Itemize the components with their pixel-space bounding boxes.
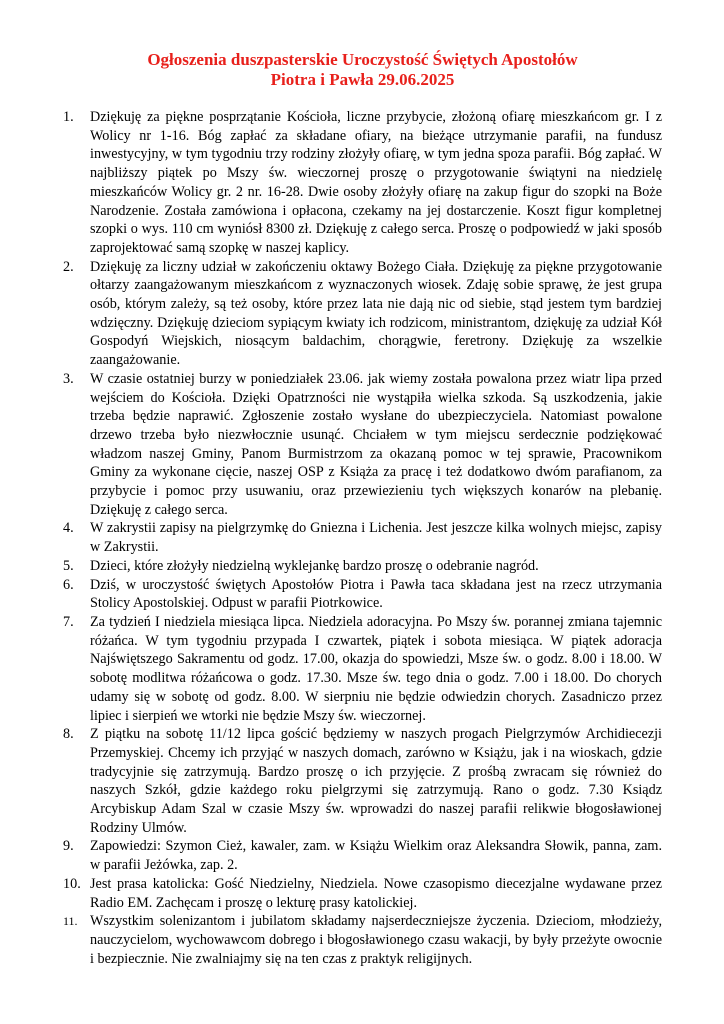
item-number: 8. [63, 726, 74, 743]
title-line-1: Ogłoszenia duszpasterskie Uroczystość Świętych Apostołów [147, 50, 578, 69]
item-text: Za tydzień I niedziela miesiąca lipca. Niedziela adoracyjna. Po Mszy św. porannej zmiana tajemnic różańca. W tym tygodniu przypada I czwartek, piątek i sobota miesiąca. W piątek adoracja Najświętszego Sakramentu od godz. 17.00, okazja do spowiedzi, Msze św. o godz. 8.00 i 18.00. W sobotę modlitwa różańcowa o godz. 17.30. Msze św. tego dnia o godz. 7.00 i 18.00. Do chorych udamy się w sobotę od godz. 8.00. W sierpniu nie będzie odwiedzin chorych. Zasadniczo przez lipiec i sierpień we wtorki nie będzie Mszy św. wieczornej. [90, 613, 662, 724]
announcement-item [63, 837, 662, 874]
announcement-item [63, 519, 662, 556]
announcement-item [63, 557, 662, 576]
item-number: 11. [63, 914, 78, 929]
announcement-item [63, 875, 662, 912]
item-number: 1. [63, 109, 74, 125]
item-text: Dziękuję za liczny udział w zakończeniu oktawy Bożego Ciała. Dziękuję za piękne przygotowanie ołtarzy zaangażowanym mieszkańcom z wyznaczonych wiosek. Zdaję sobie sprawę, że jest grupa osób, którym zależy, są też osoby, które przez lata nie dają nic od siebie, stąd jestem tym bardziej wdzięczny. Dziękuję dzieciom sypiącym kwiaty ich rodzicom, ministrantom, dziękuję za udział Kół Gospodyń Wiejskich, niosącym baldachim, chorągwie, feretrony. Dziękuję za wszelkie zaangażowanie. [90, 258, 662, 369]
item-text: Dziękuję za piękne posprzątanie Kościoła, liczne przybycie, złożoną ofiarę mieszkańcom gr. I z Wolicy nr 1-16. Bóg zapłać za składane ofiary, na bieżące utrzymanie parafii, na fundusz inwestycyjny, w tym tygodniu trzy rodziny złożyły ofiarę, w tym jedna spoza parafii. Bóg zapłać. W najbliższy piątek po Mszy św. wieczornej proszę o przygotowanie świątyni na niedzielę mieszkańców Wolicy gr. 2 nr. 16-28. Dwie osoby złożyły ofiarę na zakup figur do szopki na Boże Narodzenie. Została zamówiona i opłacona, czekamy na jej dostarczenie. Koszt figur kompletnej szopki o wys. 110 cm wyniósł 8300 zł. Dziękuję z całego serca. Proszę o podpowiedź w jaki sposób zaprojektować samą szopkę w naszej kaplicy. [90, 109, 662, 256]
announcements-list [63, 108, 662, 968]
item-number: 9. [63, 838, 74, 855]
item-number: 2. [63, 258, 74, 275]
title-line-2: Piotra i Pawła 29.06.2025 [270, 70, 455, 89]
announcement-item [63, 613, 662, 725]
announcement-item [63, 108, 662, 258]
announcement-item [63, 725, 662, 837]
item-number: 7. [63, 613, 74, 630]
item-text: Dzieci, które złożyły niedzielną wyklejankę bardzo proszę o odebranie nagród. [90, 557, 539, 574]
item-text: W zakrystii zapisy na pielgrzymkę do Gniezna i Lichenia. Jest jeszcze kilka wolnych miejsc, zapisy w Zakrystii. [90, 520, 662, 556]
item-text: Dziś, w uroczystość świętych Apostołów Piotra i Pawła taca składana jest na rzecz utrzymania Stolicy Apostolskiej. Odpust w parafii Piotrkowice. [90, 576, 662, 612]
item-number: 3. [63, 370, 74, 387]
announcement-item [63, 576, 662, 613]
item-number: 10. [63, 875, 81, 892]
item-text: W czasie ostatniej burzy w poniedziałek 23.06. jak wiemy została powalona przez wiatr lipa przed wejściem do Kościoła. Dzięki Opatrzności nie wystąpiła wielka szkoda. Są uszkodzenia, jakie trzeba będzie naprawić. Zgłoszenie zostało wysłane do ubezpieczyciela. Natomiast powalone drzewo trzeba było niezwłocznie usunąć. Chciałem w tym miejscu serdecznie podziękować władzom naszej Gminy, Panom Burmistrzom za okazaną pomoc w tej sprawie, Pracownikom Gminy za wykonane cięcie, naszej OSP z Książa za pracę i też dodatkowo dwóm parafianom, za przybycie i pomoc przy usuwaniu, oraz przewiezieniu tych większych konarów na plebanię. Dziękuję z całego serca. [90, 370, 662, 518]
item-text: Wszystkim solenizantom i jubilatom składamy najserdeczniejsze życzenia. Dzieciom, młodzieży, nauczycielom, wychowawcom dobrego i błogosławionego czasu wakacji, by były przeżyte owocnie i bezpiecznie. Nie zwalniajmy się na ten czas z praktyk religijnych. [90, 913, 662, 967]
announcements-title [63, 50, 662, 90]
item-number: 5. [63, 557, 74, 574]
item-text: Jest prasa katolicka: Gość Niedzielny, Niedziela. Nowe czasopismo diecezjalne wydawane przez Radio EM. Zachęcam i proszę o lekturę prasy katolickiej. [90, 875, 662, 911]
announcement-item [63, 370, 662, 520]
item-number: 4. [63, 520, 74, 537]
item-text: Z piątku na sobotę 11/12 lipca gościć będziemy w naszych progach Pielgrzymów Archidiecezji Przemyskiej. Chcemy ich przyjąć w naszych domach, zarówno w Książu, jak i na wioskach, gdzie tradycyjnie się zatrzymują. Bardzo proszę o ich przyjęcie. Z prośbą zwracam się również do naszych Szkół, gdzie każdego roku pielgrzymi się zatrzymują. Rano o godz. 7.30 Ksiądz Arcybiskup Adam Szal w czasie Mszy św. wprowadzi do naszej parafii relikwie błogosławionej Rodziny Ulmów. [90, 726, 662, 836]
item-text: Zapowiedzi: Szymon Cież, kawaler, zam. w Książu Wielkim oraz Aleksandra Słowik, panna, zam. w parafii Jeżówka, zap. 2. [90, 838, 662, 874]
item-number: 6. [63, 576, 74, 593]
announcement-item [63, 258, 662, 370]
announcement-item [63, 912, 662, 968]
